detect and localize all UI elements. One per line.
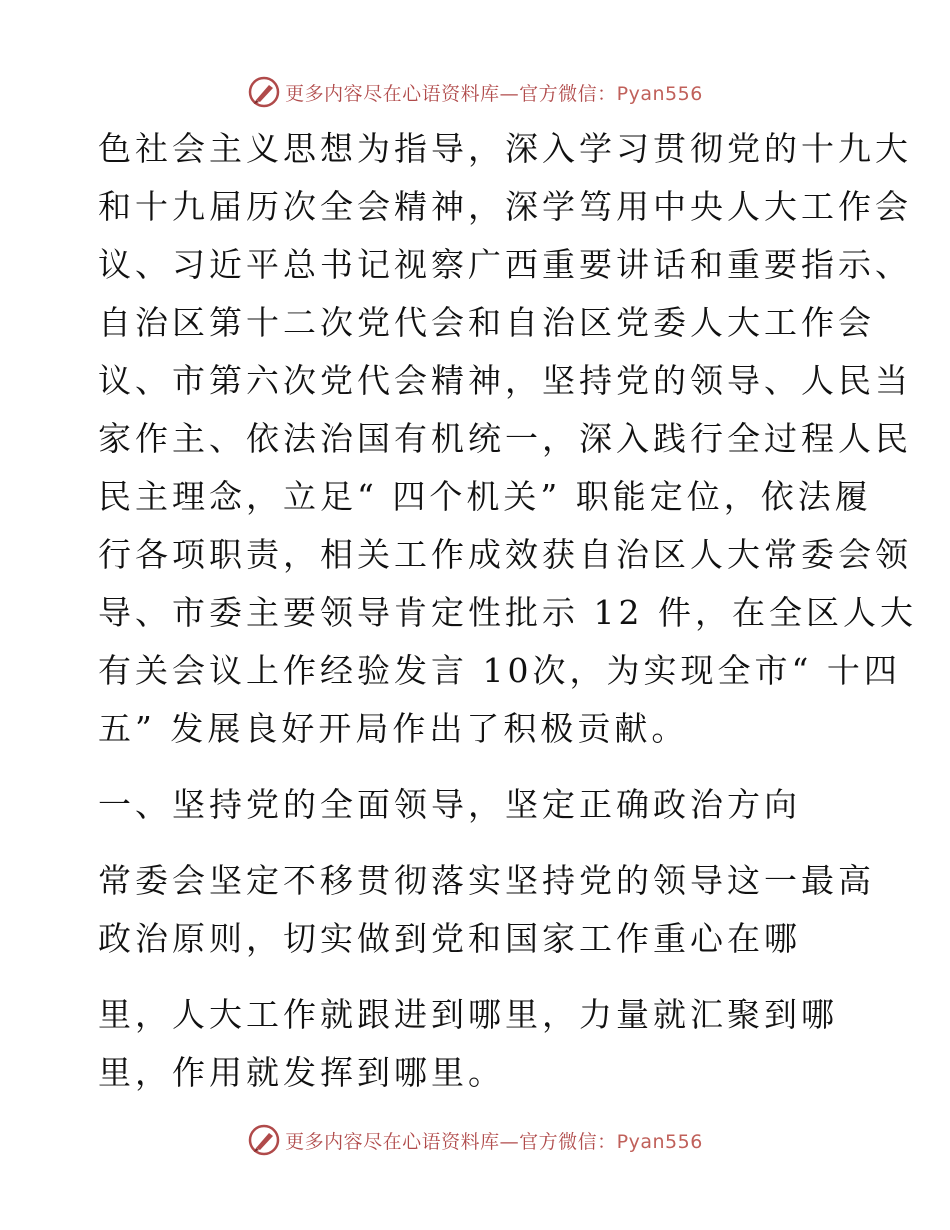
paragraph-line: 家作主、依法治国有机统一，深入践行全过程人民 bbox=[98, 419, 912, 458]
paragraph-line: 民主理念，立足“ 四个机关” 职能定位，依法履 bbox=[98, 477, 872, 516]
paragraph-line: 有关会议上作经验发言 10次，为实现全市“ 十四 bbox=[98, 651, 901, 690]
watermark-text: 更多内容尽在心语资料库—官方微信：Pyan556 bbox=[285, 82, 703, 105]
section-heading: 一、坚持党的全面领导，坚定正确政治方向 bbox=[98, 785, 801, 824]
paragraph-line: 议、习近平总书记视察广西重要讲话和重要指示、 bbox=[98, 245, 912, 284]
paragraph-line: 色社会主义思想为指导，深入学习贯彻党的十九大 bbox=[98, 129, 912, 168]
paragraph-line: 五” 发展良好开局作出了积极贡献。 bbox=[98, 709, 689, 748]
pen-logo-icon bbox=[247, 75, 281, 109]
paragraph-line: 里，作用就发挥到哪里。 bbox=[98, 1053, 505, 1092]
paragraph-line: 行各项职责，相关工作成效获自治区人大常委会领 bbox=[98, 535, 912, 574]
paragraph-line: 自治区第十二次党代会和自治区党委人大工作会 bbox=[98, 303, 875, 342]
paragraph-line: 导、市委主要领导肯定性批示 12 件，在全区人大 bbox=[98, 593, 917, 632]
paragraph-line: 常委会坚定不移贯彻落实坚持党的领导这一最高 bbox=[98, 861, 875, 900]
header-watermark bbox=[0, 72, 950, 112]
pen-logo-icon bbox=[247, 1123, 281, 1157]
footer-watermark bbox=[0, 1120, 950, 1160]
paragraph-line: 和十九届历次全会精神，深学笃用中央人大工作会 bbox=[98, 187, 912, 226]
paragraph-line: 里，人大工作就跟进到哪里，力量就汇聚到哪 bbox=[98, 995, 838, 1034]
paragraph-line: 议、市第六次党代会精神，坚持党的领导、人民当 bbox=[98, 361, 912, 400]
watermark-text: 更多内容尽在心语资料库—官方微信：Pyan556 bbox=[285, 1130, 703, 1153]
paragraph-line: 政治原则，切实做到党和国家工作重心在哪 bbox=[98, 919, 801, 958]
